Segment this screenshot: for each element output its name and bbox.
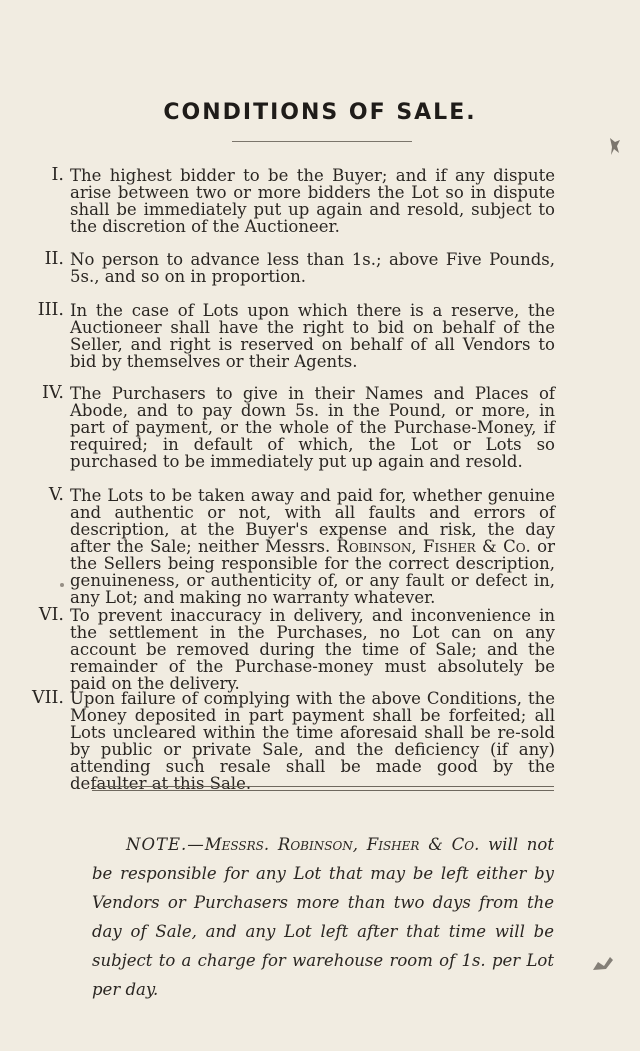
condition-text: Upon failure of complying with the above Conditions, the Money deposited in part payment shall be forfeited; all Lots uncleared within the time aforesaid shall be re-sold by public or private Sale, and the deficiency (if any) attending such resale shall be made good by the defaulter at this Sale. <box>70 689 555 793</box>
condition-text-part: or the Sellers being responsible for the correct description, genuineness, or authenticity of, or any fault or defect in, any Lot; and making no warranty whatever. <box>70 537 555 607</box>
condition-text: No person to advance less than 1s.; above Five Pounds, 5s., and so on in proportion. <box>70 250 555 286</box>
condition-text: To prevent inaccuracy in delivery, and inconvenience in the settlement in the Purchases, no Lot can on any account be removed during the time of Sale; and the remainder of the Purchase-money must absolutely be paid on the delivery. <box>70 606 555 693</box>
firm-name: Robinson, Fisher & Co. <box>336 537 531 556</box>
condition-numeral: V. <box>48 485 64 505</box>
ink-mark-icon <box>590 952 616 974</box>
condition-text: The highest bidder to be the Buyer; and if any dispute arise between two or more bidders the Lot so in dispute shall be immediately put up again and resold, subject to the discretion of the Auctioneer. <box>70 166 555 236</box>
note-lead: NOTE.— <box>126 835 205 854</box>
note-text: will not be responsible for any Lot that may be left either by Vendors or Purchasers more than two days from the day of Sale, and any Lot left after that time will be subject to a charge for warehouse room of 1s. per Lot per day. <box>92 835 554 999</box>
ink-blot-icon <box>606 136 624 158</box>
ink-dot-icon <box>58 581 66 589</box>
double-rule <box>92 786 554 791</box>
note-firm-name: Messrs. Robinson, Fisher & Co. <box>204 835 480 854</box>
condition-numeral: I. <box>51 165 64 185</box>
condition-text-part: The Lots to be taken away and paid for, whether genuine and authentic or not, with all faults and errors of description, at the Buyer's expense and risk, the day after the Sale; neither Messrs. <box>70 486 555 556</box>
note-paragraph <box>92 830 554 1004</box>
condition-numeral: VI. <box>38 605 64 625</box>
title-rule <box>232 141 412 142</box>
condition-text <box>70 487 555 606</box>
condition-numeral: II. <box>44 249 64 269</box>
condition-text: In the case of Lots upon which there is a reserve, the Auctioneer shall have the right to bid on behalf of the Seller, and right is reserved on behalf of all Vendors to bid by themselves or their Agents. <box>70 301 555 371</box>
condition-text: The Purchasers to give in their Names and Places of Abode, and to pay down 5s. in the Pound, or more, in part of payment, or the whole of the Purchase-Money, if required; in default of which, the Lot or Lots so purchased to be immediately put up again and resold. <box>70 384 555 471</box>
page-title: CONDITIONS OF SALE. <box>163 100 477 125</box>
condition-numeral: III. <box>37 300 64 320</box>
condition-numeral: VII. <box>31 688 64 708</box>
condition-numeral: IV. <box>41 383 64 403</box>
